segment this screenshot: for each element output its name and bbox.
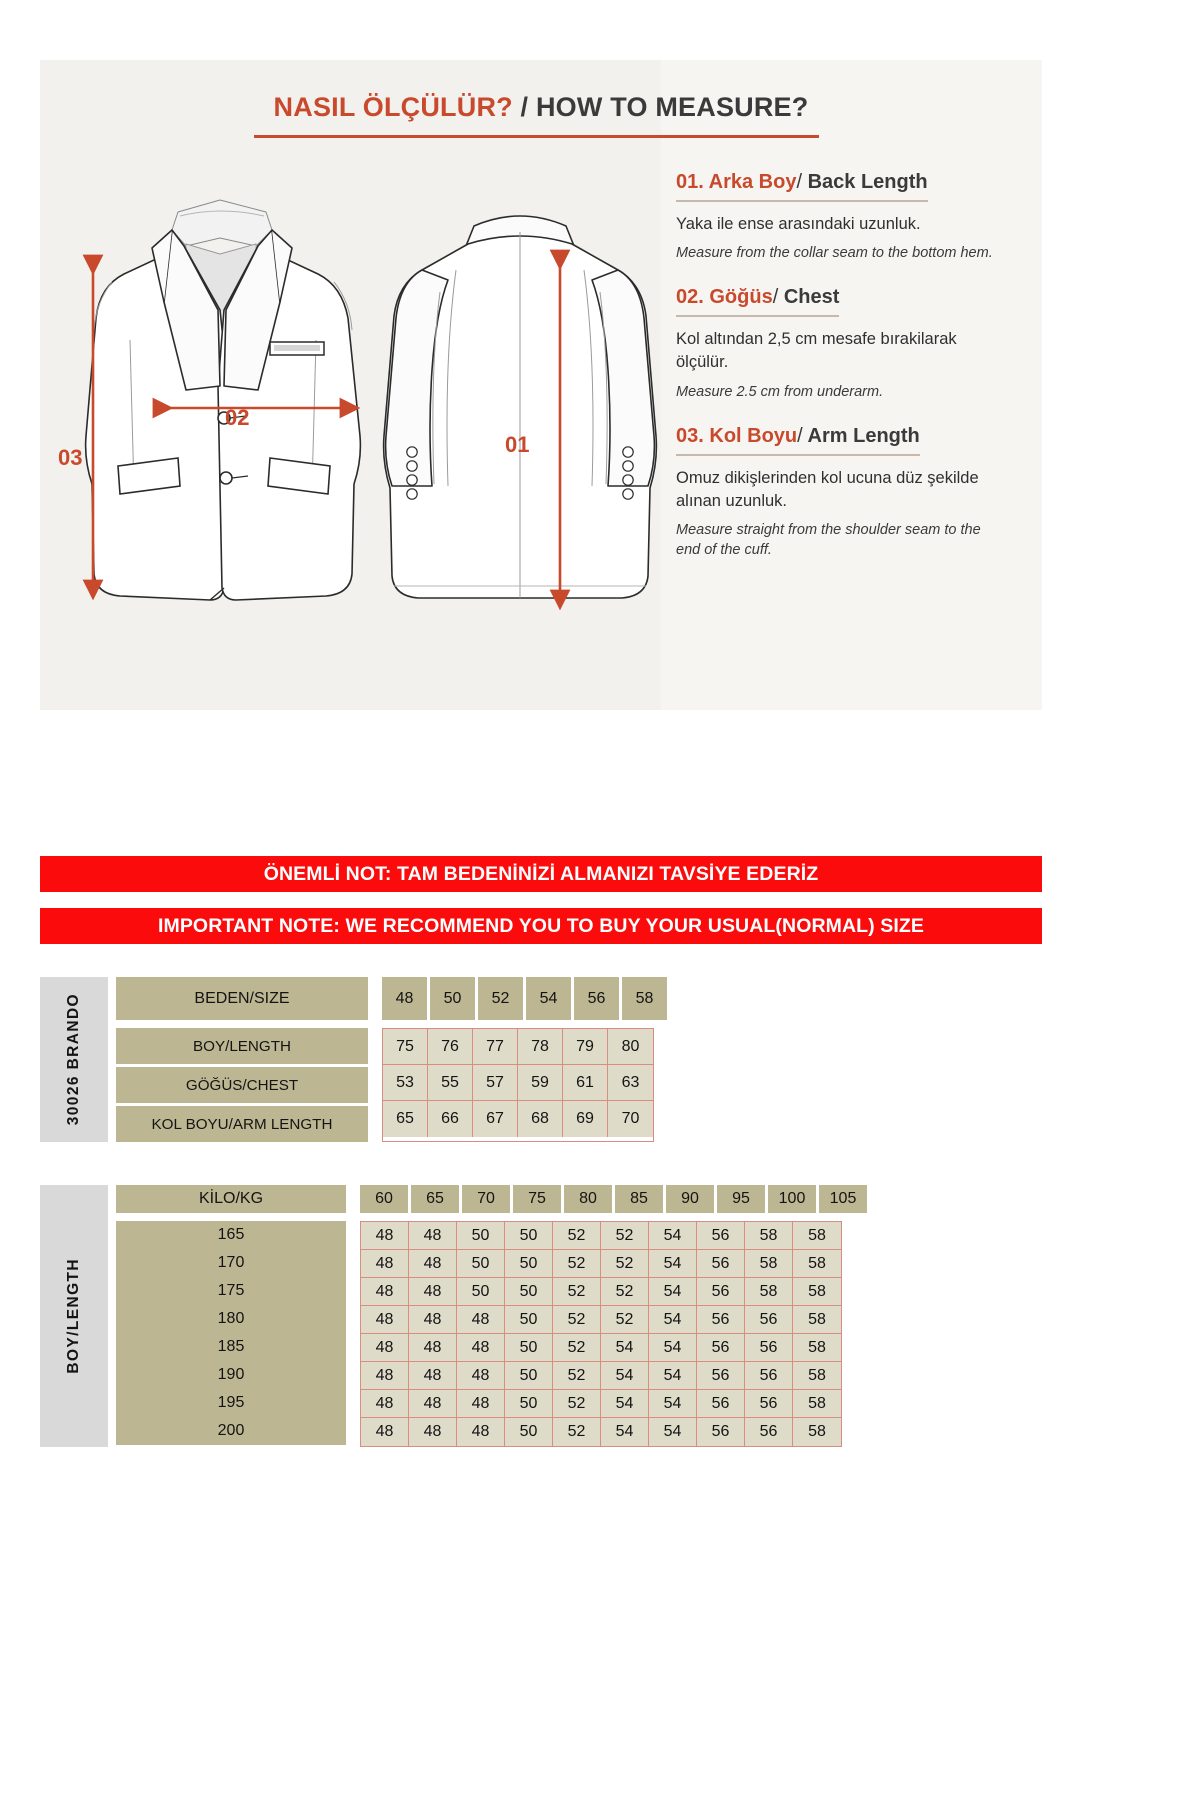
table-cell: 65 (383, 1101, 428, 1137)
table-cell: 54 (601, 1390, 649, 1418)
table-cell: 52 (601, 1222, 649, 1250)
table-side-label-brando (40, 977, 108, 1142)
table-cell: 48 (361, 1418, 409, 1446)
table-cell: 48 (361, 1222, 409, 1250)
table-row (361, 1278, 841, 1306)
table-row (383, 1101, 653, 1137)
table-cell: 50 (505, 1278, 553, 1306)
table-cell: 48 (361, 1278, 409, 1306)
table-cell: 57 (473, 1065, 518, 1101)
measure-item-desc-tr: Yaka ile ense arasındaki uzunluk. (676, 215, 921, 233)
table-cell: 77 (473, 1029, 518, 1065)
table-side-label-boy-length (40, 1185, 108, 1447)
table-row-label: 170 (116, 1249, 346, 1277)
table-cell: 58 (745, 1222, 793, 1250)
table-header-cell: 56 (574, 977, 619, 1020)
table-row (361, 1306, 841, 1334)
table-cell: 58 (793, 1418, 841, 1446)
table-cell: 56 (697, 1222, 745, 1250)
table-cell: 48 (457, 1418, 505, 1446)
table-cell: 54 (649, 1334, 697, 1362)
table-cell: 56 (745, 1306, 793, 1334)
table-row (383, 1065, 653, 1101)
table-cell: 48 (457, 1334, 505, 1362)
table-cell: 56 (697, 1362, 745, 1390)
table-cell: 52 (553, 1418, 601, 1446)
table-cell: 80 (608, 1029, 653, 1065)
table-cell: 58 (745, 1278, 793, 1306)
size-table-brando (40, 977, 667, 1142)
table-cell: 56 (745, 1418, 793, 1446)
table-cell: 48 (409, 1334, 457, 1362)
table-cell: 50 (505, 1390, 553, 1418)
table-row (361, 1250, 841, 1278)
table-cell: 54 (649, 1390, 697, 1418)
important-note-banner-en: IMPORTANT NOTE: WE RECOMMEND YOU TO BUY YOUR USUAL(NORMAL) SIZE (40, 908, 1042, 944)
table-row (361, 1362, 841, 1390)
table-cell: 56 (697, 1390, 745, 1418)
table-body (116, 1221, 867, 1447)
table-header-cell: 48 (382, 977, 427, 1020)
table-row-label: KOL BOYU/ARM LENGTH (116, 1106, 368, 1142)
table-cell: 52 (601, 1278, 649, 1306)
table-cell: 48 (409, 1278, 457, 1306)
table-cell: 52 (601, 1306, 649, 1334)
table-cell: 50 (505, 1250, 553, 1278)
table-body-grid (360, 1221, 842, 1447)
measure-item-heading (676, 424, 920, 456)
table-cell: 48 (409, 1306, 457, 1334)
measure-item-slash: / (797, 424, 803, 447)
table-cell: 48 (457, 1390, 505, 1418)
table-header-cell: 70 (462, 1185, 510, 1213)
table-cell: 56 (697, 1250, 745, 1278)
important-note-banner-tr: ÖNEMLİ NOT: TAM BEDENİNİZİ ALMANIZI TAVSİYE EDERİZ (40, 856, 1042, 892)
table-header-cells (382, 977, 667, 1020)
table-cell: 54 (649, 1362, 697, 1390)
table-header-cell: 58 (622, 977, 667, 1020)
marker-01: 01 (505, 432, 530, 457)
table-header-cell: 50 (430, 977, 475, 1020)
table-cell: 58 (793, 1362, 841, 1390)
table-cell: 56 (745, 1362, 793, 1390)
table-cell: 50 (457, 1250, 505, 1278)
table-cell: 52 (553, 1334, 601, 1362)
table-header-cell: 65 (411, 1185, 459, 1213)
measure-item-name-en: Chest (783, 286, 840, 309)
table-cell: 70 (608, 1101, 653, 1137)
measure-item-arm-length (676, 424, 1006, 561)
table-cell: 76 (428, 1029, 473, 1065)
table-cell: 48 (409, 1250, 457, 1278)
table-row (361, 1418, 841, 1446)
table-cell: 48 (409, 1222, 457, 1250)
measure-item-number: 03. (676, 424, 704, 447)
table-cell: 50 (505, 1362, 553, 1390)
table-cell: 54 (649, 1222, 697, 1250)
table-body (116, 1028, 667, 1142)
table-cell: 52 (553, 1306, 601, 1334)
measure-item-desc-tr: Kol altından 2,5 cm mesafe bırakilarak ölçülür. (676, 330, 957, 372)
table-row (361, 1334, 841, 1362)
measure-item-name-en: Arm Length (807, 424, 920, 447)
table-header-cell: 75 (513, 1185, 561, 1213)
table-cell: 53 (383, 1065, 428, 1101)
table-cell: 48 (361, 1390, 409, 1418)
table-header-cells (360, 1185, 867, 1213)
table-cell: 52 (553, 1278, 601, 1306)
table-cell: 50 (505, 1222, 553, 1250)
table-cell: 58 (745, 1250, 793, 1278)
measure-guide-panel (40, 60, 1042, 710)
table-cell: 58 (793, 1222, 841, 1250)
table-cell: 52 (553, 1250, 601, 1278)
table-cell: 52 (553, 1362, 601, 1390)
table-cell: 54 (649, 1306, 697, 1334)
table-cell: 56 (697, 1418, 745, 1446)
table-row (361, 1390, 841, 1418)
table-header-cell: 80 (564, 1185, 612, 1213)
table-row-label: 195 (116, 1389, 346, 1417)
table-cell: 52 (601, 1250, 649, 1278)
table-cell: 78 (518, 1029, 563, 1065)
measure-item-heading (676, 170, 928, 202)
table-row-label: GÖĞÜS/CHEST (116, 1067, 368, 1103)
marker-03: 03 (58, 445, 83, 470)
page-title-separator: / (520, 92, 529, 122)
table-cell: 54 (601, 1418, 649, 1446)
table-header-cell: 95 (717, 1185, 765, 1213)
measure-item-slash: / (796, 171, 803, 193)
measure-item-chest (676, 285, 1006, 401)
table-cell: 56 (697, 1278, 745, 1306)
page-title-en: HOW TO MEASURE? (535, 92, 809, 122)
measure-descriptions (676, 170, 1006, 583)
table-header-label: BEDEN/SIZE (116, 977, 368, 1020)
table-cell: 63 (608, 1065, 653, 1101)
table-row-label: 185 (116, 1333, 346, 1361)
table-cell: 50 (457, 1278, 505, 1306)
table-cell: 58 (793, 1250, 841, 1278)
table-cell: 61 (563, 1065, 608, 1101)
table-cell: 48 (457, 1362, 505, 1390)
table-row-labels (116, 1221, 346, 1447)
table-row-labels (116, 1028, 368, 1142)
table-header-label: KİLO/KG (116, 1185, 346, 1213)
table-cell: 48 (361, 1306, 409, 1334)
measure-item-number: 01. (676, 171, 704, 193)
table-row (361, 1222, 841, 1250)
table-header-cell: 54 (526, 977, 571, 1020)
table-cell: 56 (697, 1334, 745, 1362)
table-cell: 66 (428, 1101, 473, 1137)
table-cell: 48 (409, 1418, 457, 1446)
table-cell: 50 (505, 1418, 553, 1446)
table-row-label: 175 (116, 1277, 346, 1305)
table-cell: 48 (361, 1334, 409, 1362)
table-cell: 48 (457, 1306, 505, 1334)
table-header-cell: 85 (615, 1185, 663, 1213)
table-row (383, 1029, 653, 1065)
table-cell: 59 (518, 1065, 563, 1101)
table-row-label: BOY/LENGTH (116, 1028, 368, 1064)
table-cell: 56 (697, 1306, 745, 1334)
table-cell: 50 (457, 1222, 505, 1250)
table-side-label-text: 30026 BRANDO (65, 993, 82, 1126)
measure-item-name-en: Back Length (807, 171, 928, 193)
measure-item-desc-tr: Omuz dikişlerinden kol ucuna düz şekilde alınan uzunluk. (676, 468, 979, 510)
measure-item-name-tr: Kol Boyu (709, 424, 798, 447)
table-row-label: 200 (116, 1417, 346, 1445)
measurement-arrows (40, 60, 690, 710)
table-header-cell: 90 (666, 1185, 714, 1213)
measure-item-desc-en: Measure straight from the shoulder seam to the end of the cuff. (676, 522, 981, 559)
measure-item-desc-en: Measure 2.5 cm from underarm. (676, 383, 884, 400)
table-cell: 48 (361, 1250, 409, 1278)
table-header-cell: 100 (768, 1185, 816, 1213)
table-header-cell: 60 (360, 1185, 408, 1213)
table-cell: 52 (553, 1390, 601, 1418)
measure-item-desc-en: Measure from the collar seam to the bottom hem. (676, 245, 993, 262)
size-table-height-weight (40, 1185, 867, 1447)
table-side-label-text: BOY/LENGTH (65, 1258, 82, 1374)
table-cell: 58 (793, 1278, 841, 1306)
table-cell: 67 (473, 1101, 518, 1137)
table-cell: 50 (505, 1334, 553, 1362)
page-title-tr: NASIL ÖLÇÜLÜR? (273, 92, 513, 122)
table-cell: 68 (518, 1101, 563, 1137)
table-cell: 54 (649, 1418, 697, 1446)
table-cell: 48 (361, 1362, 409, 1390)
table-cell: 54 (649, 1250, 697, 1278)
table-header-cell: 105 (819, 1185, 867, 1213)
table-cell: 58 (793, 1334, 841, 1362)
table-row-label: 180 (116, 1305, 346, 1333)
table-row-label: 190 (116, 1361, 346, 1389)
table-header-cell: 52 (478, 977, 523, 1020)
table-cell: 56 (745, 1334, 793, 1362)
measure-item-name-tr: Arka Boy (708, 171, 797, 193)
table-header-row (116, 977, 667, 1020)
table-cell: 52 (553, 1222, 601, 1250)
table-cell: 48 (409, 1362, 457, 1390)
table-cell: 58 (793, 1306, 841, 1334)
measure-item-heading (676, 285, 839, 317)
measure-item-slash: / (772, 286, 779, 309)
measure-item-name-tr: Göğüs (709, 286, 773, 309)
table-cell: 54 (601, 1362, 649, 1390)
table-body-grid (382, 1028, 654, 1142)
table-cell: 54 (601, 1334, 649, 1362)
table-cell: 79 (563, 1029, 608, 1065)
measure-item-number: 02. (676, 286, 704, 309)
table-cell: 54 (649, 1278, 697, 1306)
table-cell: 50 (505, 1306, 553, 1334)
table-header-row (116, 1185, 867, 1213)
table-cell: 56 (745, 1390, 793, 1418)
table-cell: 69 (563, 1101, 608, 1137)
table-cell: 55 (428, 1065, 473, 1101)
measure-item-back-length (676, 170, 1006, 263)
table-cell: 48 (409, 1390, 457, 1418)
table-cell: 75 (383, 1029, 428, 1065)
table-cell: 58 (793, 1390, 841, 1418)
table-row-label: 165 (116, 1221, 346, 1249)
marker-02: 02 (225, 405, 250, 430)
